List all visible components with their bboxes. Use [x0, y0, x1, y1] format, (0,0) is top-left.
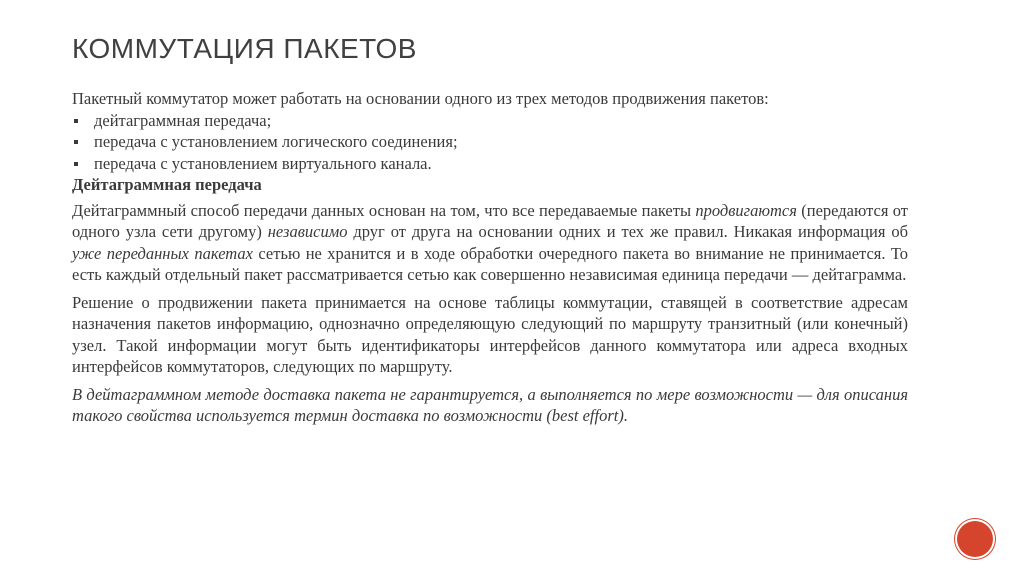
paragraph-best-effort — [72, 384, 908, 427]
paragraph-text: друг от друга на основании одних и тех же правил. Никакая информация об — [347, 222, 909, 241]
slide-title: КОММУТАЦИЯ ПАКЕТОВ — [72, 33, 417, 64]
paragraph-text: сетью не хранится и в ходе обработки очередного пакета во внимание не принимается. То есть каждый отдельный пакет рассматривается сетью как совершенно независимая единица передачи — дейтаграмма. — [72, 243, 908, 284]
list-item: дейтаграммная передача; — [72, 110, 908, 132]
emphasis-text: независимо — [267, 222, 348, 241]
emphasis-text: уже переданных пакетах — [72, 243, 253, 263]
methods-list — [72, 110, 908, 175]
list-item: передача с установлением логического соединения; — [72, 131, 908, 153]
section-heading: Дейтаграммная передача — [72, 175, 262, 194]
paragraph-switching-table: Решение о продвижении пакета принимается на основе таблицы коммутации, ставящей в соответствие адресам назначения пакетов информацию, однозначно определяющую следующий по маршруту транзитный (или конечный) узел. Такой информации могут быть идентификаторы интерфейсов данного коммутатора или адреса входных интерфейсов коммутаторов, следующих по маршруту. — [72, 292, 908, 376]
paragraph-datagram-definition — [72, 200, 908, 286]
list-item: передача с установлением виртуального канала. — [72, 153, 908, 175]
paragraph-text: (передаются от одного узла сети другому) — [72, 200, 908, 241]
next-slide-button[interactable] — [957, 521, 993, 557]
slide-content — [72, 88, 908, 427]
intro-text: Пакетный коммутатор может работать на основании одного из трех методов продвижения пакетов: — [72, 89, 769, 108]
paragraph-text: Дейтаграммный способ передачи данных основан на том, что все передаваемые пакеты — [72, 200, 696, 220]
emphasis-text: В дейтаграммном методе доставка пакета не гарантируется, а выполняется по мере возможности — для описания такого свойства используется термин доставка по возможности (best effort). — [72, 384, 908, 425]
emphasis-text: продвигаются — [695, 200, 797, 220]
